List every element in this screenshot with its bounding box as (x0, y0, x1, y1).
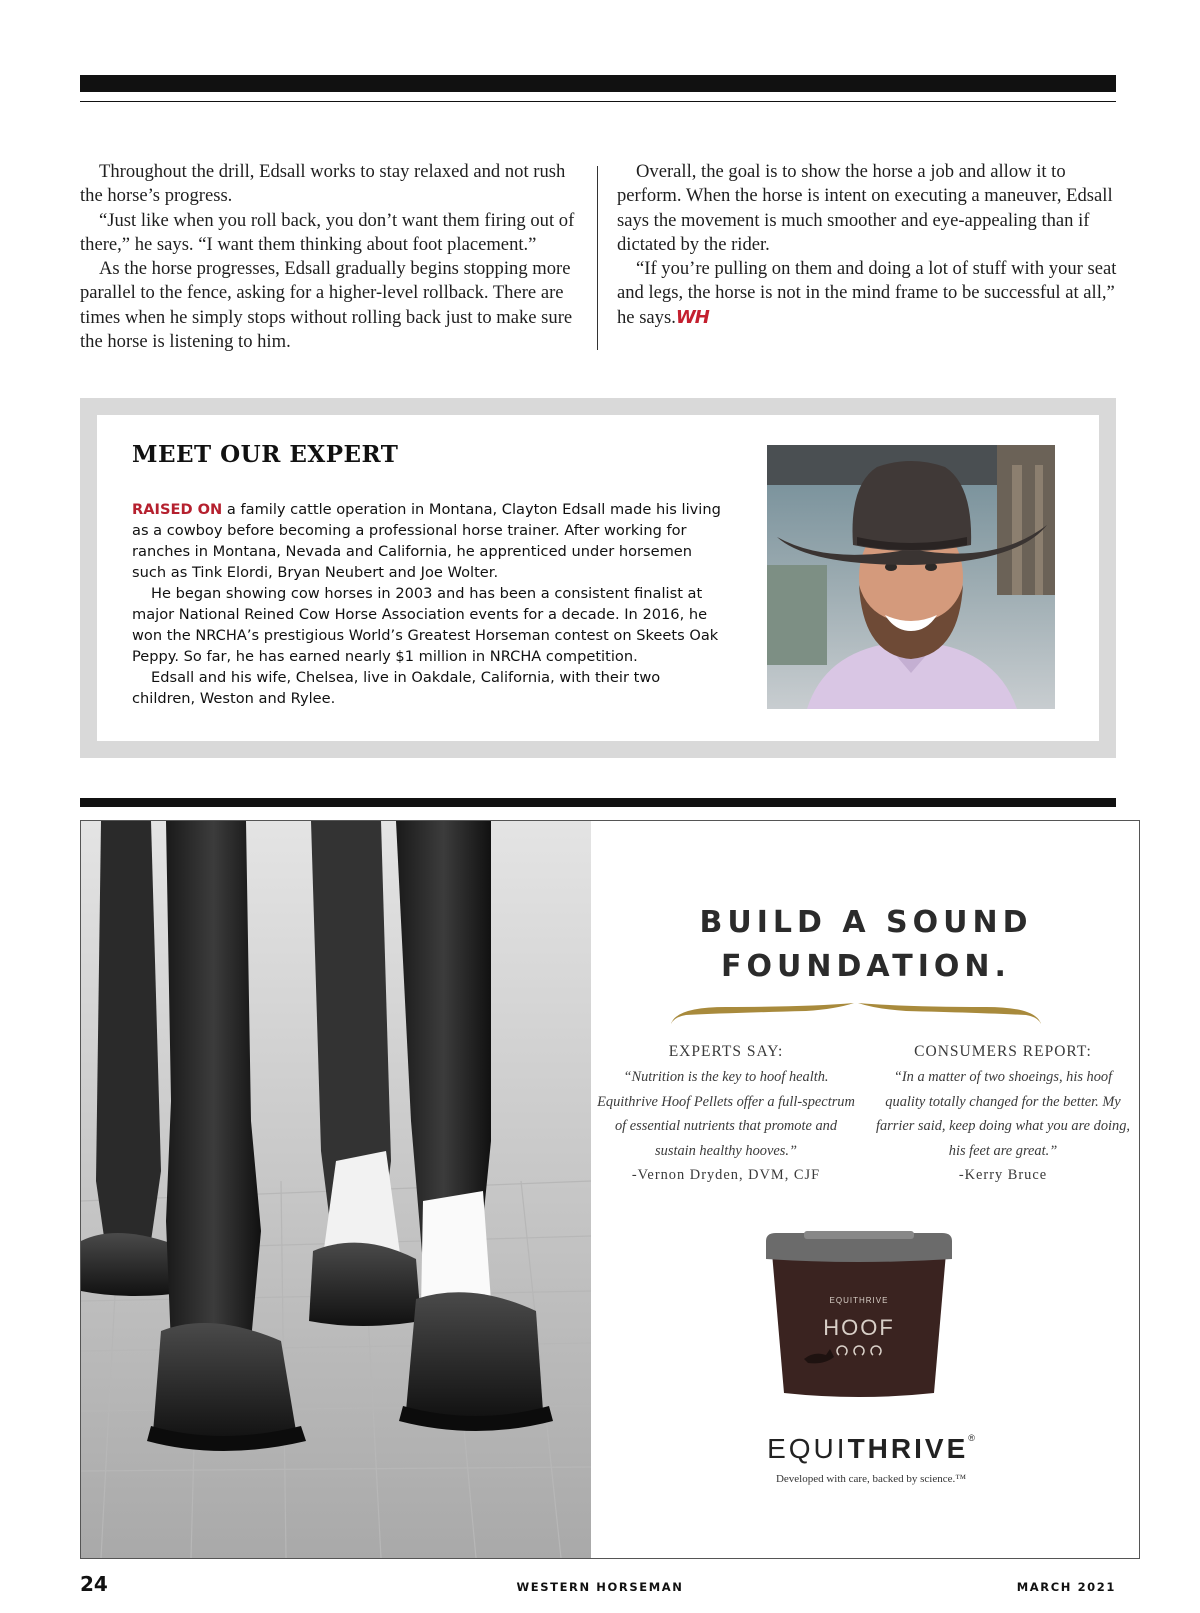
expert-bio-text: a family cattle operation in Montana, Clayton Edsall made his living as a cowboy before becoming a professional horse trainer. After working for ranches in Montana, Nevada and California, he apprenticed under horsemen such as Tink Elordi, Bryan Neubert and Joe Wolter. (132, 501, 721, 581)
brand-light: EQUI (767, 1433, 848, 1464)
consumers-quote: “In a matter of two shoeings, his hoof quality totally changed for the better. My farrier said, keep doing what you are doing, his feet are great.” (875, 1069, 1131, 1159)
expert-bio-paragraph: Edsall and his wife, Chelsea, live in Oakdale, California, with their two children, Weston and Rylee. (132, 669, 661, 707)
equithrive-logo (691, 1433, 1051, 1465)
header-rule-thick (80, 75, 1116, 92)
article-paragraph-text: “If you’re pulling on them and doing a lot of stuff with your seat and legs, the horse is not in the mind frame to be successful at all,” he says. (617, 258, 1117, 328)
article-paragraph: As the horse progresses, Edsall gradually begins stopping more parallel to the fence, asking for a higher-level rollback. There are times when he simply stops without rolling back just to make sure the horse is listening to him. (80, 258, 573, 353)
experts-heading: EXPERTS SAY: (668, 1043, 784, 1060)
tub-brand-label: EQUITHRIVE (829, 1296, 889, 1305)
expert-title: MEET OUR EXPERT (132, 441, 399, 468)
meet-our-expert-sidebar (80, 398, 1116, 758)
column-divider (597, 166, 598, 350)
article-paragraph: “Just like when you roll back, you don’t want them firing out of there,” he says. “I want them thinking about foot placement.” (80, 209, 575, 255)
experts-attribution: -Vernon Dryden, DVM, CJF (631, 1167, 821, 1183)
tub-product-name: HOOF (823, 1315, 895, 1340)
article-column-right (617, 160, 1117, 330)
registered-mark: ® (968, 1433, 975, 1443)
portrait-illustration (767, 445, 1055, 709)
brand-bold: THRIVE (847, 1433, 969, 1464)
end-mark-wh: WH (675, 306, 709, 328)
horse-legs-photo (81, 821, 591, 1558)
expert-panel (97, 415, 1099, 741)
article-paragraph: Throughout the drill, Edsall works to stay relaxed and not rush the horse’s progress. (80, 161, 566, 207)
experts-say-block (596, 1043, 856, 1187)
article-column-left (80, 160, 580, 354)
ad-headline-line: FOUNDATION. (721, 949, 1011, 984)
article-paragraph-final (617, 257, 1117, 330)
consumers-heading: CONSUMERS REPORT: (914, 1043, 1092, 1060)
ad-headline-line: BUILD A SOUND (699, 905, 1033, 940)
hoof-supplement-tub (764, 1231, 954, 1401)
expert-bio-paragraph: He began showing cow horses in 2003 and has been a consistent finalist at major National Reined Cow Horse Association events for a decade. In 2016, he won the NRCHA’s prestigious World’s Greatest Horseman contest on Skeets Oak Peppy. So far, he has earned nearly $1 million in NRCHA competition. (132, 585, 719, 665)
article-paragraph: Overall, the goal is to show the horse a job and allow it to perform. When the horse is intent on executing a maneuver, Edsall says the movement is much smoother and eye-appealing than if dictated by the rider. (617, 161, 1113, 255)
consumers-report-block (873, 1043, 1133, 1187)
advertisement-rule (80, 798, 1116, 807)
page-number: 24 (80, 1572, 108, 1596)
equithrive-advertisement (80, 820, 1140, 1559)
gold-flourish-ornament (666, 999, 1046, 1029)
ad-tagline: Developed with care, backed by science.™ (775, 1473, 967, 1485)
issue-date: MARCH 2021 (1016, 1580, 1116, 1594)
expert-bio (132, 499, 722, 709)
consumers-attribution: -Kerry Bruce (958, 1167, 1048, 1183)
expert-lead-in: RAISED ON (132, 501, 223, 518)
header-rule-thin (80, 101, 1116, 102)
publication-name: WESTERN HORSEMAN (516, 1580, 684, 1594)
expert-portrait-photo (767, 445, 1055, 709)
experts-quote: “Nutrition is the key to hoof health. Equithrive Hoof Pellets offer a full-spectrum of essential nutrients that promote and sustain healthy hooves.” (597, 1069, 855, 1159)
expert-bio-paragraph (132, 499, 722, 583)
ad-headline (641, 901, 1091, 989)
